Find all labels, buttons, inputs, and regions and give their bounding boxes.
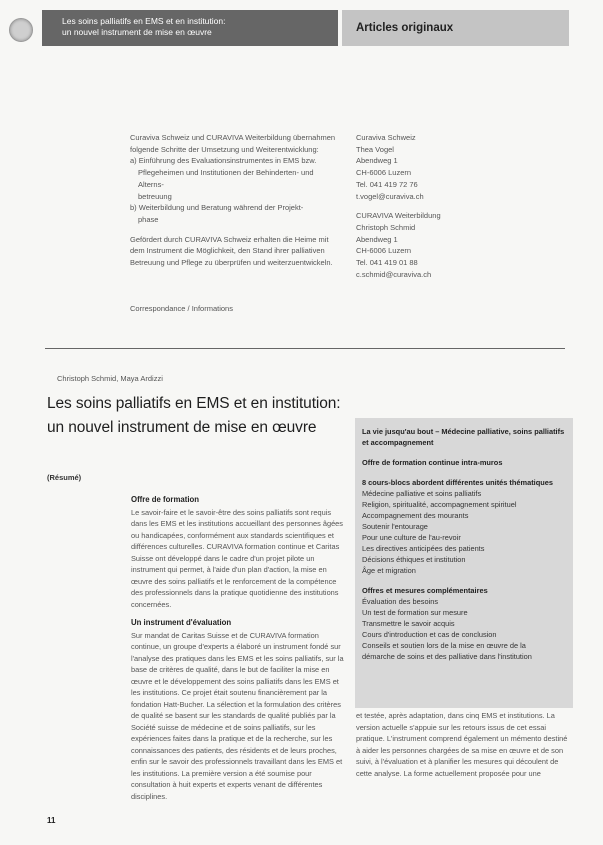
text-line: b) Weiterbildung und Beratung während der Projekt- bbox=[130, 203, 304, 213]
service-item: Un test de formation sur mesure bbox=[362, 608, 468, 617]
service-item: Conseils et soutien lors de la mise en œuvre de la bbox=[362, 641, 526, 650]
contact-line: Curaviva Schweiz bbox=[356, 133, 416, 142]
box-heading: La vie jusqu'au bout – Médecine palliative, soins palliatifs et accompagnement bbox=[362, 427, 565, 447]
service-item: démarche de soins et des palliative dans l'institution bbox=[362, 652, 532, 661]
text-line: phase bbox=[138, 214, 159, 224]
contact-line: c.schmid@curaviva.ch bbox=[356, 269, 432, 279]
correspondence-label: Correspondance / Informations bbox=[130, 304, 233, 313]
module-item: Les directives anticipées des patients bbox=[362, 544, 485, 553]
module-item: Pour une culture de l'au-revoir bbox=[362, 533, 461, 542]
section-heading: Offre de formation bbox=[131, 495, 200, 504]
text-line: a) Einführung des Evaluationsinstrumentes in EMS bzw. bbox=[130, 156, 317, 166]
punch-hole bbox=[9, 18, 33, 42]
module-item: Décisions éthiques et institution bbox=[362, 555, 466, 564]
section-label: Articles originaux bbox=[342, 10, 569, 46]
article-authors: Christoph Schmid, Maya Ardizzi bbox=[57, 374, 163, 383]
section-instrument-evaluation bbox=[131, 617, 345, 802]
section-body: Sur mandat de Caritas Suisse et de CURAVIVA formation continue, un groupe d'experts a élaboré un instrument fondé sur l'analyse des pratiques dans les EMS et les soins palliatifs, sur la base de critères de qualité, dans le but de faciliter la mise en œuvre et le développement des soins palliatifs dans les EMS et les institutions. Ce projet était soutenu financièrement par la fondation Hatt-Bucher. La sélection et la formulation des critères de qualité se basent sur les standards de qualité publiés par la Société suisse de médecine et de soins palliatifs, sur les expériences faites dans la pratique et de la recherche, sur les connaissances des patients, des résidents et de leurs proches, enfin sur le savoir des professionnels travaillant dans les EMS et les institutions. La première version a été soumise pour consultation à huit experts et experts venant de différentes disciplines. bbox=[131, 630, 344, 801]
contact-line: Thea Vogel bbox=[356, 144, 394, 154]
course-info-box bbox=[355, 418, 573, 708]
text-line: Pflegeheimen und Institutionen der Behinderten- und Alterns- bbox=[138, 168, 314, 189]
running-header bbox=[42, 10, 338, 46]
divider bbox=[45, 348, 565, 349]
contact-line: Christoph Schmid bbox=[356, 222, 416, 232]
curaviva-steps bbox=[130, 132, 340, 269]
contact-line: t.vogel@curaviva.ch bbox=[356, 191, 424, 201]
service-item: Transmettre le savoir acquis bbox=[362, 619, 455, 628]
service-item: Cours d'introduction et cas de conclusion bbox=[362, 630, 497, 639]
running-header-line-1: Les soins palliatifs en EMS et en institution: bbox=[62, 16, 226, 26]
right-column-text bbox=[356, 710, 570, 779]
module-item: Accompagnement des mourants bbox=[362, 511, 469, 520]
page-number: 11 bbox=[47, 816, 56, 825]
text-line: folgende Schritte der Umsetzung und Weiterentwicklung: bbox=[130, 144, 319, 154]
box-subheading: Offre de formation continue intra-muros bbox=[362, 458, 503, 467]
text-line: betreuung bbox=[138, 191, 172, 201]
text-line: dem Instrument die Möglichkeit, den Stand ihrer palliativen bbox=[130, 246, 325, 256]
modules-heading: 8 cours-blocs abordent différentes unités thématiques bbox=[362, 478, 553, 487]
module-item: Religion, spiritualité, accompagnement spirituel bbox=[362, 500, 517, 509]
section-body: Le savoir-faire et le savoir-être des soins palliatifs sont requis dans les EMS et les institutions accueillant des personnes âgées ou handicapées, conformément aux standards scientifiques et différences culturelles. CURAVIVA formation continue et Caritas Suisse ont développé dans le cadre d'un projet pilote un instrument qui permet, à l'aide d'un plan d'action, la mise en œuvre des soins palliatifs et le renforcement de la compétence des professionnels dans la pratique quotidienne des institutions concernées. bbox=[131, 507, 343, 609]
contact-line: Abendweg 1 bbox=[356, 234, 398, 244]
text-line: Gefördert durch CURAVIVA Schweiz erhalten die Heime mit bbox=[130, 234, 329, 244]
article-title: Les soins palliatifs en EMS et en institution: un nouvel instrument de mise en œuvre bbox=[47, 395, 341, 436]
text-line: Betreuung und Pflege zu überprüfen und weiterzuentwickeln. bbox=[130, 258, 333, 268]
continued-text: et testée, après adaptation, dans cinq EMS et institutions. La version actuelle s'appuie sur les retours issus de cet essai pratique. L'instrument comprend également un mémento destiné à aider les personnes chargées de sa mise en œuvre et de son suivi, à l'évaluation et à planifier les mesures qui découlent de cette analyse. La forme actuellement proposée pour une bbox=[356, 711, 568, 778]
services-heading: Offres et mesures complémentaires bbox=[362, 586, 488, 595]
contact-addresses bbox=[356, 132, 506, 280]
running-header-line-2: un nouvel instrument de mise en œuvre bbox=[62, 27, 212, 37]
contact-line: Abendweg 1 bbox=[356, 156, 398, 166]
section-heading: Un instrument d'évaluation bbox=[131, 618, 232, 627]
contact-line: Tel. 041 419 72 76 bbox=[356, 179, 418, 189]
contact-line: CURAVIVA Weiterbildung bbox=[356, 211, 441, 221]
resume-label: (Résumé) bbox=[47, 473, 82, 482]
contact-line: CH-6006 Luzern bbox=[356, 246, 412, 256]
module-item: Soutenir l'entourage bbox=[362, 522, 428, 531]
contact-line: Tel. 041 419 01 88 bbox=[356, 258, 418, 268]
text-line: Curaviva Schweiz und CURAVIVA Weiterbildung übernahmen bbox=[130, 133, 336, 142]
service-item: Évaluation des besoins bbox=[362, 597, 439, 606]
contact-line: CH-6006 Luzern bbox=[356, 168, 412, 178]
module-item: Médecine palliative et soins palliatifs bbox=[362, 489, 482, 498]
module-item: Âge et migration bbox=[362, 566, 416, 575]
section-offre-de-formation bbox=[131, 494, 345, 610]
